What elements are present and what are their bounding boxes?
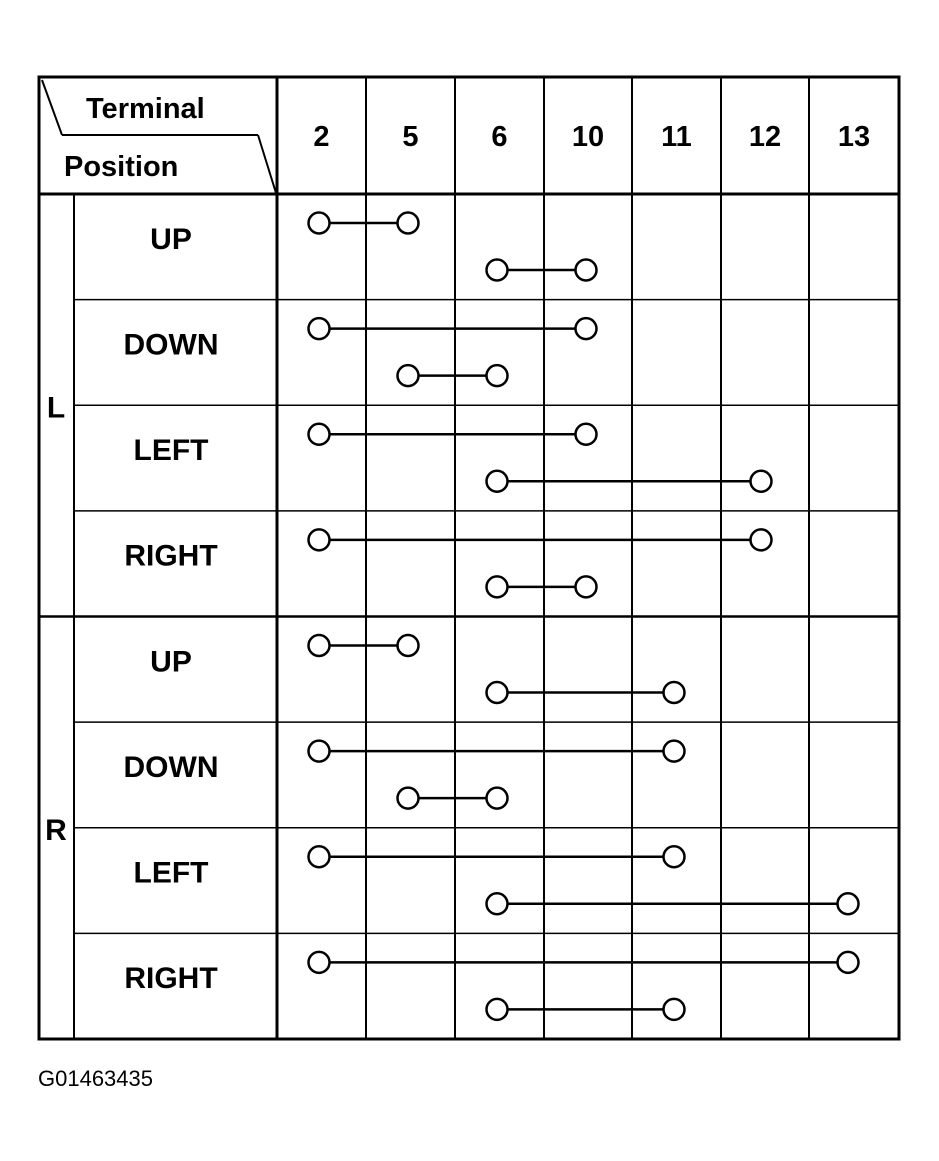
terminal-pin-5 [398,788,419,809]
terminal-pin-6 [487,682,508,703]
terminal-pin-10 [576,318,597,339]
terminal-pin-6 [487,576,508,597]
connection-L-right-6-10 [487,576,597,597]
terminal-header-5: 5 [402,121,419,153]
terminal-pin-13 [838,952,859,973]
side-label-R: R [45,813,67,847]
position-label-R-left: LEFT [133,856,209,890]
connection-R-down-2-11 [309,741,685,762]
terminal-pin-11 [664,999,685,1020]
side-label-L: L [46,391,66,425]
terminal-pin-2 [309,318,330,339]
connection-L-up-2-5 [309,213,419,234]
table-header [42,80,276,193]
terminal-pin-11 [664,682,685,703]
terminal-pin-6 [487,365,508,386]
position-label-R-down: DOWN [123,750,219,784]
terminal-pin-6 [487,893,508,914]
terminal-pin-6 [487,788,508,809]
terminal-header-2: 2 [313,121,330,153]
terminal-pin-5 [398,635,419,656]
terminal-pin-11 [664,741,685,762]
terminal-pin-2 [309,529,330,550]
terminal-pin-12 [751,529,772,550]
terminal-header-12: 12 [748,121,782,153]
terminal-header-10: 10 [571,121,605,153]
connection-R-down-5-6 [398,788,508,809]
terminal-pin-2 [309,741,330,762]
terminal-pin-11 [664,846,685,867]
terminal-pin-2 [309,952,330,973]
terminal-pin-2 [309,635,330,656]
terminal-pin-10 [576,424,597,445]
terminal-pin-6 [487,471,508,492]
terminal-headers [313,121,870,153]
connection-R-right-2-13 [309,952,859,973]
connection-R-up-6-11 [487,682,685,703]
connection-R-left-2-11 [309,846,685,867]
figure-code: G01463435 [38,1066,153,1091]
position-label-L-up: UP [150,222,192,256]
position-labels [124,223,219,995]
terminal-header-13: 13 [837,121,871,153]
terminal-pin-6 [487,260,508,281]
terminal-header-6: 6 [491,121,508,153]
connection-L-right-2-12 [309,529,772,550]
position-header-label: Position [64,151,179,183]
terminal-pin-5 [398,365,419,386]
terminal-pin-10 [576,260,597,281]
terminal-header-label: Terminal [86,93,205,125]
header-diagonal-divider [258,135,276,193]
connection-L-up-6-10 [487,260,597,281]
connection-R-left-6-13 [487,893,859,914]
connection-L-left-6-12 [487,471,772,492]
side-labels [45,391,67,847]
connection-L-down-2-10 [309,318,597,339]
terminal-pin-2 [309,213,330,234]
terminal-pin-2 [309,424,330,445]
connection-L-left-2-10 [309,424,597,445]
terminal-pin-5 [398,213,419,234]
terminal-pin-2 [309,846,330,867]
connection-L-down-5-6 [398,365,508,386]
terminal-pin-12 [751,471,772,492]
terminal-pin-6 [487,999,508,1020]
terminal-pin-10 [576,576,597,597]
position-label-R-up: UP [150,645,192,679]
terminal-header-11: 11 [661,121,692,153]
position-label-R-right: RIGHT [124,962,218,996]
position-label-L-down: DOWN [123,328,219,362]
position-label-L-left: LEFT [133,434,209,468]
connection-R-right-6-11 [487,999,685,1020]
connection-R-up-2-5 [309,635,419,656]
terminal-pin-13 [838,893,859,914]
header-diagonal-divider [42,80,62,135]
position-label-L-right: RIGHT [124,539,218,573]
